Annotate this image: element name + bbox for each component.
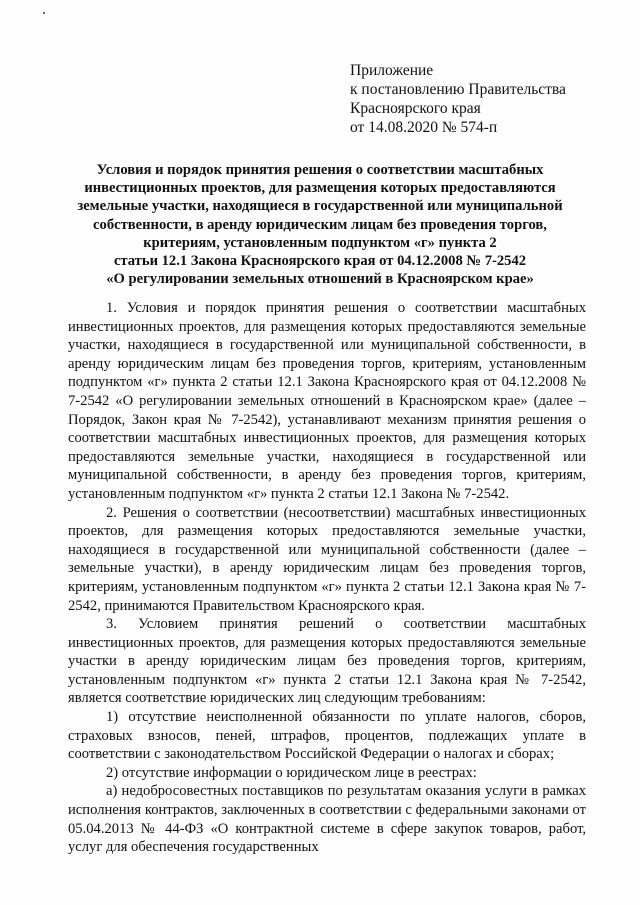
appendix-line: Красноярского края bbox=[350, 100, 481, 117]
document-body bbox=[68, 299, 586, 857]
scan-speck bbox=[43, 12, 45, 14]
title-line: собственности, в аренду юридическим лицам без проведения торгов, bbox=[93, 216, 547, 233]
title-line: инвестиционных проектов, для размещения которых предоставляются bbox=[84, 180, 556, 197]
paragraph-3: 3. Условием принятия решений о соответствии масштабных инвестиционных проектов, для размещения которых предоставляются земельные участки в аренду юридическим лицам без проведения торгов, критериям, установленным подпунктом «г» пункта 2 статьи 12.1 Закона края № 7-2542, является соответствие юридических лиц следующим требованиям: bbox=[68, 616, 586, 707]
subparagraph-2: 2) отсутствие информации о юридическом лице в реестрах: bbox=[106, 764, 477, 781]
title-line: критериям, установленным подпунктом «г» пункта 2 bbox=[143, 234, 497, 251]
subparagraph-1: 1) отсутствие неисполненной обязанности по уплате налогов, сборов, страховых взносов, пеней, штрафов, процентов, подлежащих уплате в соответствии с законодательством Российской Федерации о налогах и сборах; bbox=[68, 709, 586, 763]
title-line: Условия и порядок принятия решения о соответствии масштабных bbox=[96, 162, 544, 178]
paragraph-2: 2. Решения о соответствии (несоответствии) масштабных инвестиционных проектов, для размещения которых предоставляются земельные участки, находящиеся в государственной или муниципальной собственности (далее – земельные участки), в аренду юридическим лицам без проведения торгов, критериям, установленным подпунктом «г» пункта 2 статьи 12.1 Закона края № 7-2542, принимаются Правительством Красноярского края. bbox=[68, 504, 586, 614]
appendix-line: от 14.08.2020 № 574-п bbox=[350, 119, 498, 136]
title-line: «О регулировании земельных отношений в Красноярском крае» bbox=[106, 271, 534, 288]
appendix-line: к постановлению Правительства bbox=[350, 81, 566, 98]
appendix-header bbox=[350, 61, 620, 137]
title-line: земельные участки, находящиеся в государственной или муниципальной bbox=[77, 198, 563, 215]
appendix-line: Приложение bbox=[350, 62, 434, 79]
title-line: статьи 12.1 Закона Красноярского края от 04.12.2008 № 7-2542 bbox=[113, 253, 527, 270]
document-title bbox=[60, 161, 580, 288]
subparagraph-2a: а) недобросовестных поставщиков по результатам оказания услуги в рамках исполнения контрактов, заключенных в соответствии с федеральными законами от 05.04.2013 № 44-ФЗ «О контрактной системе в сфере закупок товаров, работ, услуг для обеспечения государственных bbox=[68, 783, 586, 856]
paragraph-1: 1. Условия и порядок принятия решения о соответствии масштабных инвестиционных проектов, для размещения которых предоставляются земельные участки, находящиеся в государственной или муниципальной собственности, в аренду юридическим лицам без проведения торгов, критериям, установленным подпунктом «г» пункта 2 статьи 12.1 Закона Красноярского края от 04.12.2008 № 7-2542 «О регулировании земельных отношений в Красноярском крае» (далее – Порядок, Закон края № 7-2542), устанавливают механизм принятия решения о соответствии масштабных инвестиционных проектов, для размещения которых предоставляются земельные участки, находящиеся в государственной или муниципальной собственности, в аренду без проведения торгов, критериям, установленным подпунктом «г» пункта 2 статьи 12.1 Закона № 7-2542. bbox=[68, 300, 586, 502]
